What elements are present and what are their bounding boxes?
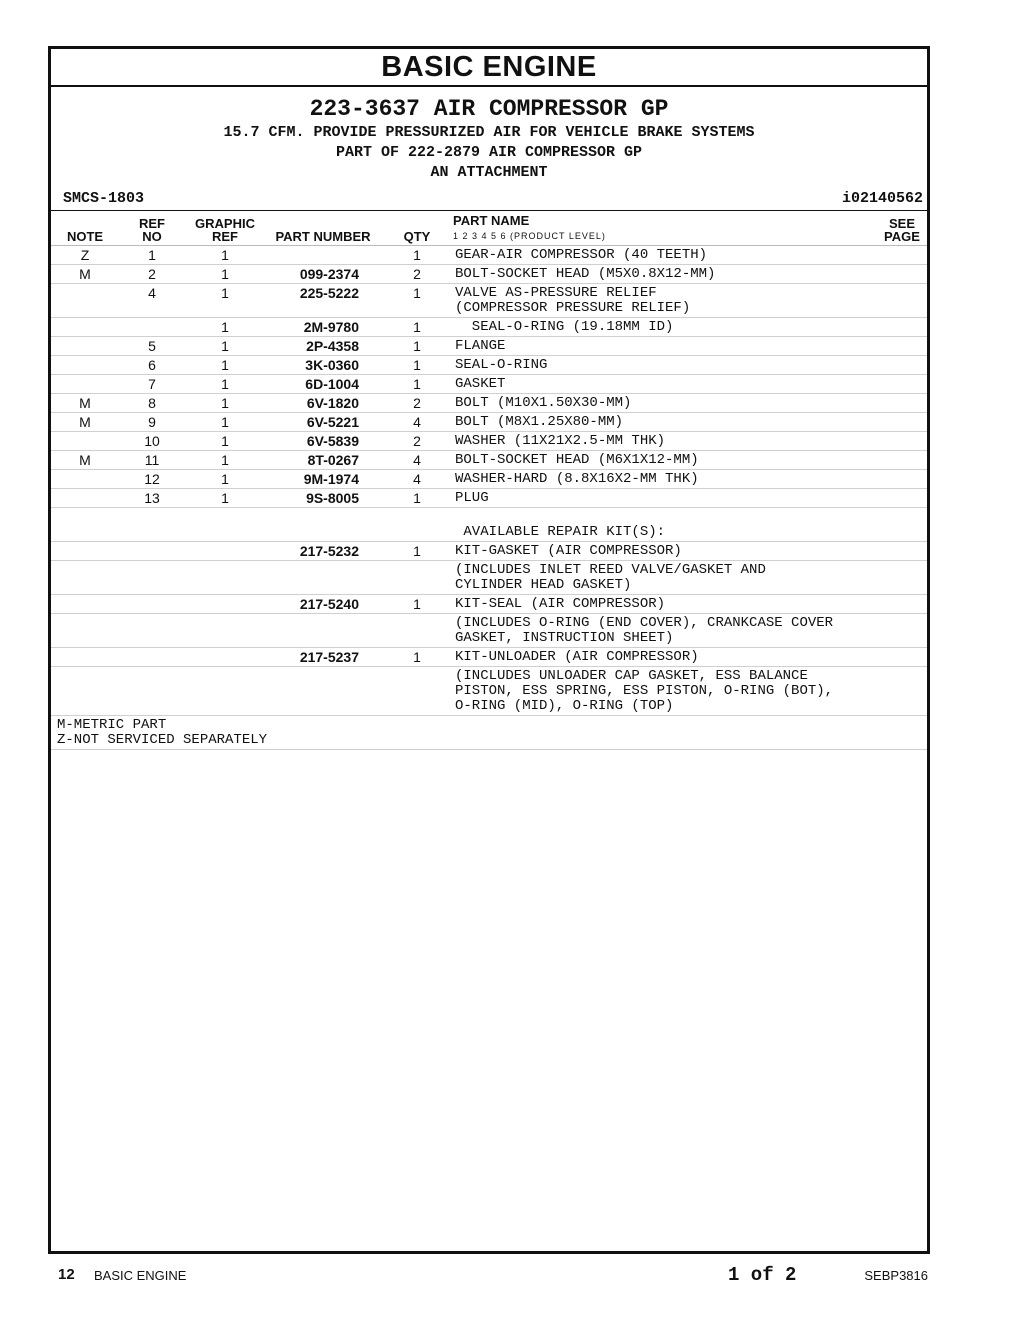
row-graphic-ref: 1 xyxy=(185,451,265,470)
row-part-number: 6V-1820 xyxy=(265,394,381,413)
row-part-name: (INCLUDES INLET REED VALVE/GASKET AND CYLINDER HEAD GASKET) xyxy=(453,561,877,595)
row-part-number xyxy=(265,246,381,265)
row-see-page xyxy=(877,595,927,614)
col-ref-no: REF NO xyxy=(119,211,185,246)
row-part-number: 6D-1004 xyxy=(265,375,381,394)
group-parent: PART OF 222-2879 AIR COMPRESSOR GP xyxy=(335,144,643,161)
row-see-page xyxy=(877,265,927,284)
table-row xyxy=(51,432,927,451)
footer-page-number: 12 xyxy=(58,1266,75,1283)
row-qty: 1 xyxy=(381,648,453,667)
row-ref-no: 11 xyxy=(119,451,185,470)
table-header-row xyxy=(51,211,927,246)
row-part-number: 217-5237 xyxy=(265,648,381,667)
row-see-page xyxy=(877,648,927,667)
row-part-name: KIT-SEAL (AIR COMPRESSOR) xyxy=(453,595,877,614)
illustration-id: i02140562 xyxy=(841,190,923,207)
row-qty: 1 xyxy=(381,595,453,614)
table-row xyxy=(51,614,927,648)
row-part-name: GASKET xyxy=(453,375,877,394)
row-part-name: SEAL-O-RING (19.18MM ID) xyxy=(453,318,877,337)
table-row xyxy=(51,246,927,265)
row-part-name: WASHER (11X21X2.5-MM THK) xyxy=(453,432,877,451)
row-graphic-ref xyxy=(185,561,265,595)
row-note xyxy=(51,648,119,667)
table-row xyxy=(51,542,927,561)
row-note xyxy=(51,667,119,716)
row-qty: 1 xyxy=(381,375,453,394)
row-qty xyxy=(381,561,453,595)
row-see-page xyxy=(877,489,927,508)
row-qty: 1 xyxy=(381,356,453,375)
product-level-label: 1 2 3 4 5 6 (PRODUCT LEVEL) xyxy=(453,231,606,241)
row-ref-no xyxy=(119,561,185,595)
row-ref-no: 9 xyxy=(119,413,185,432)
row-part-number: 6V-5221 xyxy=(265,413,381,432)
row-graphic-ref xyxy=(185,595,265,614)
group-title: 223-3637 AIR COMPRESSOR GP xyxy=(309,96,669,122)
row-qty xyxy=(381,614,453,648)
table-row xyxy=(51,470,927,489)
table-row xyxy=(51,595,927,614)
row-see-page xyxy=(877,542,927,561)
row-graphic-ref xyxy=(185,648,265,667)
row-graphic-ref: 1 xyxy=(185,356,265,375)
row-graphic-ref: 1 xyxy=(185,470,265,489)
row-graphic-ref xyxy=(185,542,265,561)
row-see-page xyxy=(877,470,927,489)
table-row xyxy=(51,356,927,375)
row-see-page xyxy=(877,432,927,451)
row-part-number: 2M-9780 xyxy=(265,318,381,337)
table-row xyxy=(51,284,927,318)
row-note xyxy=(51,375,119,394)
row-ref-no: 6 xyxy=(119,356,185,375)
row-ref-no: 13 xyxy=(119,489,185,508)
col-graphic-ref: GRAPHIC REF xyxy=(185,211,265,246)
table-row xyxy=(51,561,927,595)
row-graphic-ref: 1 xyxy=(185,284,265,318)
row-note xyxy=(51,284,119,318)
row-ref-no: 7 xyxy=(119,375,185,394)
row-part-number: 3K-0360 xyxy=(265,356,381,375)
row-note: M xyxy=(51,394,119,413)
row-graphic-ref xyxy=(185,508,265,542)
row-see-page xyxy=(877,451,927,470)
row-note xyxy=(51,432,119,451)
col-note: NOTE xyxy=(51,211,119,246)
row-note xyxy=(51,356,119,375)
row-qty: 4 xyxy=(381,470,453,489)
row-part-number: 9M-1974 xyxy=(265,470,381,489)
row-part-name: (INCLUDES O-RING (END COVER), CRANKCASE COVER GASKET, INSTRUCTION SHEET) xyxy=(453,614,877,648)
row-ref-no: 1 xyxy=(119,246,185,265)
row-part-number: 099-2374 xyxy=(265,265,381,284)
row-graphic-ref: 1 xyxy=(185,375,265,394)
row-graphic-ref: 1 xyxy=(185,318,265,337)
row-part-number: 217-5240 xyxy=(265,595,381,614)
row-part-number: 9S-8005 xyxy=(265,489,381,508)
row-note xyxy=(51,595,119,614)
table-row xyxy=(51,318,927,337)
row-graphic-ref: 1 xyxy=(185,489,265,508)
row-qty: 1 xyxy=(381,337,453,356)
row-see-page xyxy=(877,284,927,318)
group-header xyxy=(51,95,927,183)
row-ref-no: 12 xyxy=(119,470,185,489)
row-ref-no xyxy=(119,595,185,614)
group-description: 15.7 CFM. PROVIDE PRESSURIZED AIR FOR VEHICLE BRAKE SYSTEMS xyxy=(223,124,755,141)
row-part-name: PLUG xyxy=(453,489,877,508)
row-part-name: BOLT-SOCKET HEAD (M6X1X12-MM) xyxy=(453,451,877,470)
row-qty: 4 xyxy=(381,413,453,432)
row-part-number xyxy=(265,614,381,648)
row-qty: 2 xyxy=(381,265,453,284)
row-part-name: VALVE AS-PRESSURE RELIEF (COMPRESSOR PRESSURE RELIEF) xyxy=(453,284,877,318)
row-part-name: BOLT (M8X1.25X80-MM) xyxy=(453,413,877,432)
row-part-number xyxy=(265,561,381,595)
row-see-page xyxy=(877,375,927,394)
table-row xyxy=(51,489,927,508)
row-part-name: GEAR-AIR COMPRESSOR (40 TEETH) xyxy=(453,246,877,265)
row-note xyxy=(51,561,119,595)
row-see-page xyxy=(877,318,927,337)
row-part-number: 8T-0267 xyxy=(265,451,381,470)
row-see-page xyxy=(877,667,927,716)
table-row xyxy=(51,375,927,394)
table-row xyxy=(51,337,927,356)
row-qty: 1 xyxy=(381,318,453,337)
row-part-name: BOLT (M10X1.50X30-MM) xyxy=(453,394,877,413)
row-note: M xyxy=(51,451,119,470)
row-part-name: SEAL-O-RING xyxy=(453,356,877,375)
row-note xyxy=(51,318,119,337)
row-part-name: AVAILABLE REPAIR KIT(S): xyxy=(453,508,877,542)
row-qty: 4 xyxy=(381,451,453,470)
row-ref-no: 5 xyxy=(119,337,185,356)
row-part-number: 225-5222 xyxy=(265,284,381,318)
row-qty: 2 xyxy=(381,432,453,451)
notes-legend: M-METRIC PART Z-NOT SERVICED SEPARATELY xyxy=(51,716,927,750)
row-qty xyxy=(381,508,453,542)
row-graphic-ref: 1 xyxy=(185,337,265,356)
col-see-page: SEE PAGE xyxy=(877,211,927,246)
row-note: M xyxy=(51,413,119,432)
row-note xyxy=(51,470,119,489)
row-qty: 2 xyxy=(381,394,453,413)
footer-document-number: SEBP3816 xyxy=(864,1268,928,1283)
row-part-name: WASHER-HARD (8.8X16X2-MM THK) xyxy=(453,470,877,489)
page-footer xyxy=(58,1266,928,1286)
row-part-name: KIT-GASKET (AIR COMPRESSOR) xyxy=(453,542,877,561)
row-graphic-ref: 1 xyxy=(185,413,265,432)
row-note xyxy=(51,614,119,648)
smcs-row xyxy=(51,188,927,211)
group-type: AN ATTACHMENT xyxy=(430,164,548,181)
row-note xyxy=(51,508,119,542)
row-ref-no xyxy=(119,614,185,648)
row-part-number xyxy=(265,667,381,716)
row-qty: 1 xyxy=(381,542,453,561)
row-see-page xyxy=(877,614,927,648)
row-see-page xyxy=(877,413,927,432)
table-row xyxy=(51,265,927,284)
row-see-page xyxy=(877,508,927,542)
row-graphic-ref: 1 xyxy=(185,432,265,451)
col-qty: QTY xyxy=(381,211,453,246)
row-ref-no: 2 xyxy=(119,265,185,284)
row-note xyxy=(51,337,119,356)
row-part-name: BOLT-SOCKET HEAD (M5X0.8X12-MM) xyxy=(453,265,877,284)
row-ref-no xyxy=(119,542,185,561)
row-qty: 1 xyxy=(381,489,453,508)
row-part-name: (INCLUDES UNLOADER CAP GASKET, ESS BALANCE PISTON, ESS SPRING, ESS PISTON, O-RING (BOT), O-RING (MID), O-RING (TOP) xyxy=(453,667,877,716)
row-part-number xyxy=(265,508,381,542)
row-note: M xyxy=(51,265,119,284)
col-part-number: PART NUMBER xyxy=(265,211,381,246)
row-part-number: 217-5232 xyxy=(265,542,381,561)
col-part-name: PART NAME 1 2 3 4 5 6 (PRODUCT LEVEL) xyxy=(453,211,877,246)
row-qty: 1 xyxy=(381,246,453,265)
row-qty xyxy=(381,667,453,716)
row-part-name: KIT-UNLOADER (AIR COMPRESSOR) xyxy=(453,648,877,667)
row-graphic-ref: 1 xyxy=(185,246,265,265)
row-graphic-ref: 1 xyxy=(185,394,265,413)
footer-section: BASIC ENGINE xyxy=(94,1268,187,1283)
parts-table xyxy=(51,211,927,750)
parts-table-body xyxy=(51,246,927,716)
row-see-page xyxy=(877,246,927,265)
row-ref-no: 10 xyxy=(119,432,185,451)
row-part-name: FLANGE xyxy=(453,337,877,356)
parts-sheet xyxy=(48,46,930,1254)
row-see-page xyxy=(877,561,927,595)
row-note: Z xyxy=(51,246,119,265)
footer-page-of: 1 of 2 xyxy=(728,1264,797,1286)
table-row xyxy=(51,394,927,413)
row-ref-no xyxy=(119,318,185,337)
section-title: BASIC ENGINE xyxy=(51,49,927,87)
table-row xyxy=(51,667,927,716)
row-graphic-ref xyxy=(185,667,265,716)
row-part-number: 6V-5839 xyxy=(265,432,381,451)
table-row xyxy=(51,508,927,542)
row-note xyxy=(51,542,119,561)
row-note xyxy=(51,489,119,508)
row-ref-no xyxy=(119,667,185,716)
row-graphic-ref: 1 xyxy=(185,265,265,284)
row-part-number: 2P-4358 xyxy=(265,337,381,356)
row-see-page xyxy=(877,394,927,413)
notes-row xyxy=(51,716,927,750)
row-ref-no xyxy=(119,508,185,542)
row-ref-no: 8 xyxy=(119,394,185,413)
row-ref-no xyxy=(119,648,185,667)
row-see-page xyxy=(877,337,927,356)
row-qty: 1 xyxy=(381,284,453,318)
table-row xyxy=(51,648,927,667)
row-see-page xyxy=(877,356,927,375)
table-row xyxy=(51,413,927,432)
table-row xyxy=(51,451,927,470)
smcs-code: SMCS-1803 xyxy=(63,190,145,207)
row-ref-no: 4 xyxy=(119,284,185,318)
row-graphic-ref xyxy=(185,614,265,648)
